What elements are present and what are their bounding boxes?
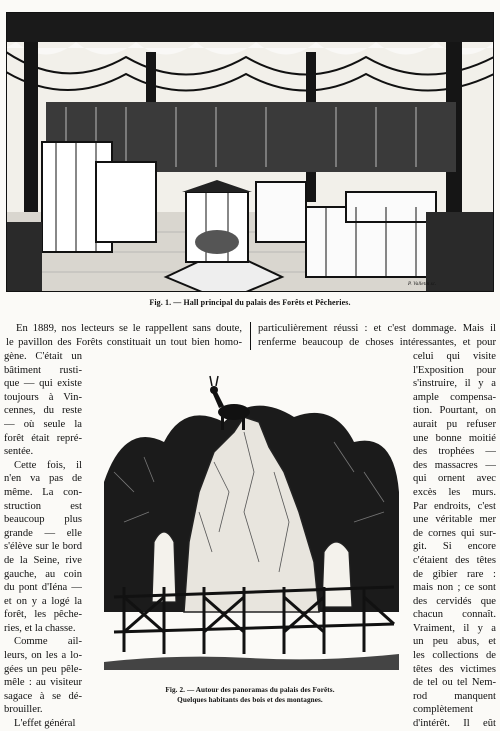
text-line: ample compensa- xyxy=(413,391,496,403)
text-line: celui qui visite xyxy=(413,351,496,362)
text-line: renferme beaucoup de choses intéressantes, et pour xyxy=(258,336,496,348)
text-line: Par endroits, c'est xyxy=(413,500,496,512)
figure-1-caption: Fig. 1. — Hall principal du palais des Forêts et Pêcheries. xyxy=(149,298,351,307)
text-line: c'étaient des têtes xyxy=(413,554,496,566)
text-line: sagace à se dé- xyxy=(4,690,82,702)
text-line: s'élève sur le bord xyxy=(4,541,82,553)
diorama-illustration xyxy=(94,362,406,682)
text-line: l'Exposition pour xyxy=(413,364,496,376)
text-line: même. La con- xyxy=(4,486,82,498)
text-top-right xyxy=(258,322,496,349)
text-line: et on y a logé la xyxy=(4,595,82,607)
text-line: des cervidés que xyxy=(413,595,496,607)
text-top-left xyxy=(6,322,242,349)
text-line: sentée. xyxy=(4,446,34,458)
text-line: le pavillon des Forêts constituait un tout bien homo- xyxy=(6,336,242,348)
text-line: toujours à Vin- xyxy=(4,391,82,403)
text-line: de cornes qui sur- xyxy=(413,527,496,539)
text-line: des massacres — xyxy=(413,459,496,471)
text-line: — où seule la xyxy=(4,418,82,430)
right-column xyxy=(413,350,496,731)
text-line: complètement xyxy=(413,704,474,716)
text-line: ries, et la chasse. xyxy=(4,622,76,634)
column-divider xyxy=(250,322,251,350)
figure-1-signature: P. Valletin sc. xyxy=(408,282,437,287)
text-line: cennes, du reste xyxy=(4,405,82,417)
text-line: struction est xyxy=(4,500,82,512)
text-line: du pont d'Iéna — xyxy=(4,582,82,594)
text-line: leurs, on les a lo- xyxy=(4,650,82,662)
text-line: de gibier rare : xyxy=(413,568,496,580)
text-line: particulièrement réussi : et c'est dommage. Mais il xyxy=(258,323,496,334)
text-line: excès les murs. xyxy=(413,486,496,498)
text-line: les collections de xyxy=(413,650,496,662)
text-line: L'effet général xyxy=(14,718,76,730)
text-line: s'instruire, il y a xyxy=(413,378,496,390)
figure-1-engraving xyxy=(6,12,494,292)
text-line: aurait pu refuser xyxy=(413,418,496,430)
text-line: bâtiment rusti- xyxy=(4,364,82,376)
text-line: brouiller. xyxy=(4,704,43,716)
text-line: tion. Pourtant, on xyxy=(413,405,496,417)
text-line: rod manquent xyxy=(413,690,496,702)
figure-2-caption-line1: Fig. 2. — Autour des panoramas du palais des Forêts. xyxy=(165,686,335,694)
text-line: une véritable mer xyxy=(413,514,496,526)
text-line: que — qui existe xyxy=(4,378,82,390)
text-line: Cette fois, il xyxy=(14,459,82,471)
hall-illustration xyxy=(6,12,494,292)
text-line: Comme ail- xyxy=(14,636,82,648)
text-line: git. Si encore xyxy=(413,541,496,553)
text-line: forêt, les pêche- xyxy=(4,609,82,621)
text-line: En 1889, nos lecteurs se le rappellent sans doute, xyxy=(16,323,242,334)
text-line: un peu abus, et xyxy=(413,636,496,648)
text-line: Vraiment, il y a xyxy=(413,622,496,634)
text-line: mais non ; ce sont xyxy=(413,582,496,594)
text-line: mêle : au visiteur xyxy=(4,677,82,689)
text-line: grande — elle xyxy=(4,527,82,539)
text-line: chacun connaît. xyxy=(413,609,496,621)
text-line: d'intérêt. Il eût xyxy=(413,718,496,730)
text-line: de tel ou tel Nem- xyxy=(413,677,496,689)
text-line: qui ornent avec xyxy=(413,473,496,485)
text-line: têtes des victimes xyxy=(413,663,496,675)
figure-2-engraving xyxy=(94,362,406,682)
text-line: des trophées — xyxy=(413,446,496,458)
text-line: une bonne moitié xyxy=(413,432,496,444)
text-line: forêt était repré- xyxy=(4,432,82,444)
text-line: gées un peu pêle- xyxy=(4,663,82,675)
text-line: n'en va pas de xyxy=(4,473,82,485)
text-line: beaucoup plus xyxy=(4,514,82,526)
text-line: gène. C'était un xyxy=(4,351,82,362)
text-line: gauche, au coin xyxy=(4,568,82,580)
text-line: de la Seine, rive xyxy=(4,554,82,566)
left-column xyxy=(4,350,82,731)
figure-2-caption-line2: Quelques habitants des bois et des montagnes. xyxy=(177,696,323,704)
